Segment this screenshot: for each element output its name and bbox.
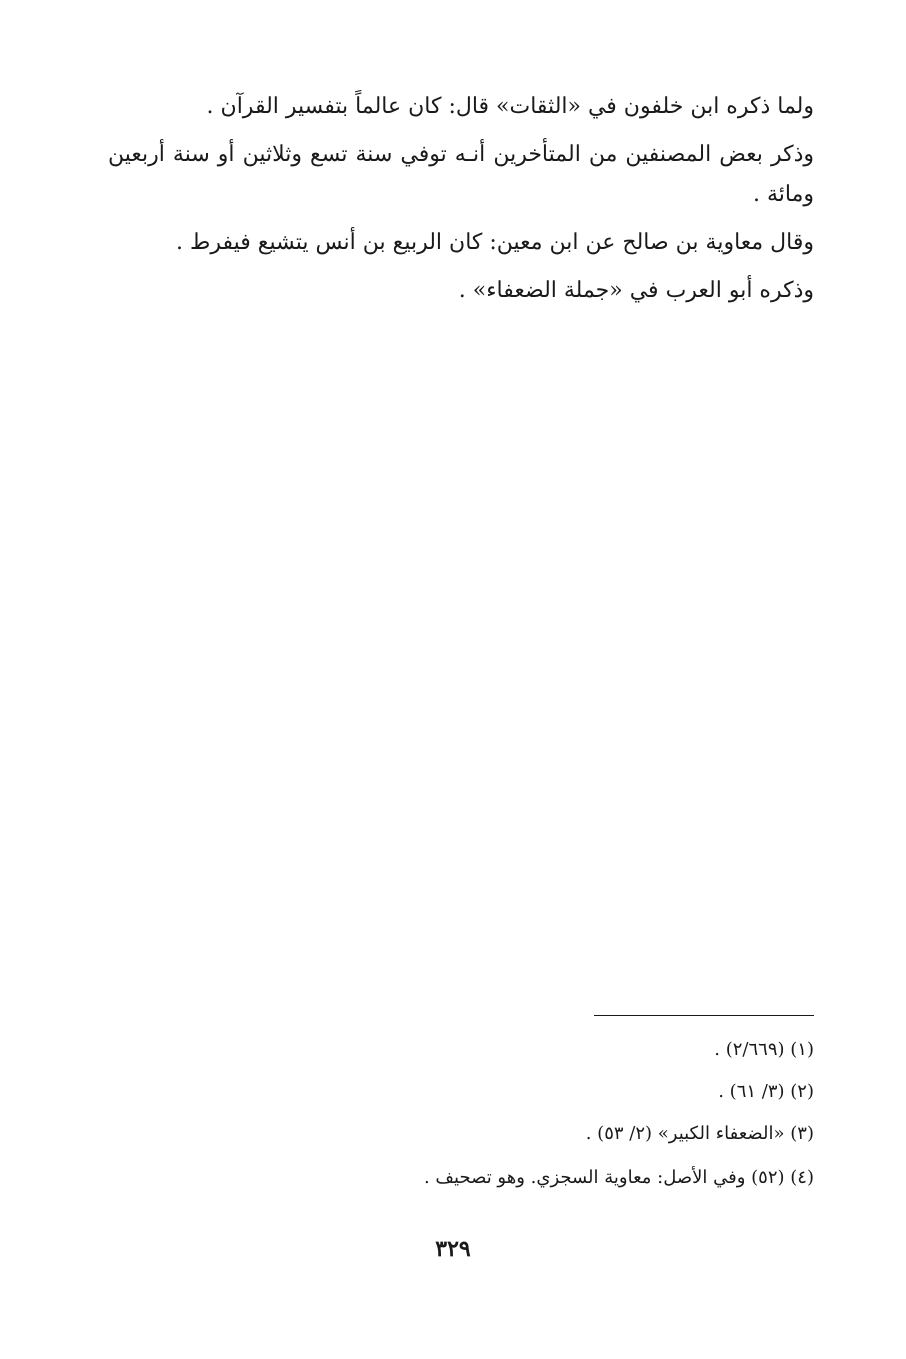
entry-line (108, 928, 814, 964)
entry-line (108, 472, 814, 508)
entry-line (108, 880, 814, 916)
footnote: (٤) (٥٢) وفي الأصل: معاوية السجزي. وهو تصحيف . (423, 1167, 814, 1188)
entry-line (108, 968, 814, 1004)
body-line: ومائة . (752, 182, 814, 207)
footnote: (٢) (٣/ ٦١) . (718, 1081, 814, 1102)
footnote: (١) (٢/٦٦٩) . (714, 1039, 814, 1060)
entry-line (108, 610, 814, 646)
entry-line (108, 658, 814, 694)
entry-line (108, 430, 814, 466)
entry-line (108, 790, 814, 826)
body-line: وذكره أبو العرب في «جملة الضعفاء» . (458, 278, 814, 303)
entry-line (108, 700, 814, 736)
entry-heading (108, 328, 814, 370)
page-number: ٣٢٩ (435, 1236, 471, 1262)
entry-heading (108, 376, 814, 418)
entry-line (108, 562, 814, 598)
entry-line (108, 838, 814, 874)
footnote-divider (594, 1015, 814, 1016)
entry-line (108, 748, 814, 784)
body-line: وذكر بعض المصنفين من المتأخرين أنـه توفي سنة تسع وثلاثين أو سنة أربعين (108, 142, 814, 167)
entry-line (108, 520, 814, 556)
body-line: ولما ذكره ابن خلفون في «الثقات» قال: كان عالماً بتفسير القرآن . (206, 94, 814, 119)
body-line: وقال معاوية بن صالح عن ابن معين: كان الربيع بن أنس يتشيع فيفرط . (176, 230, 814, 255)
footnote: (٣) «الضعفاء الكبير» (٢/ ٥٣) . (585, 1123, 814, 1144)
